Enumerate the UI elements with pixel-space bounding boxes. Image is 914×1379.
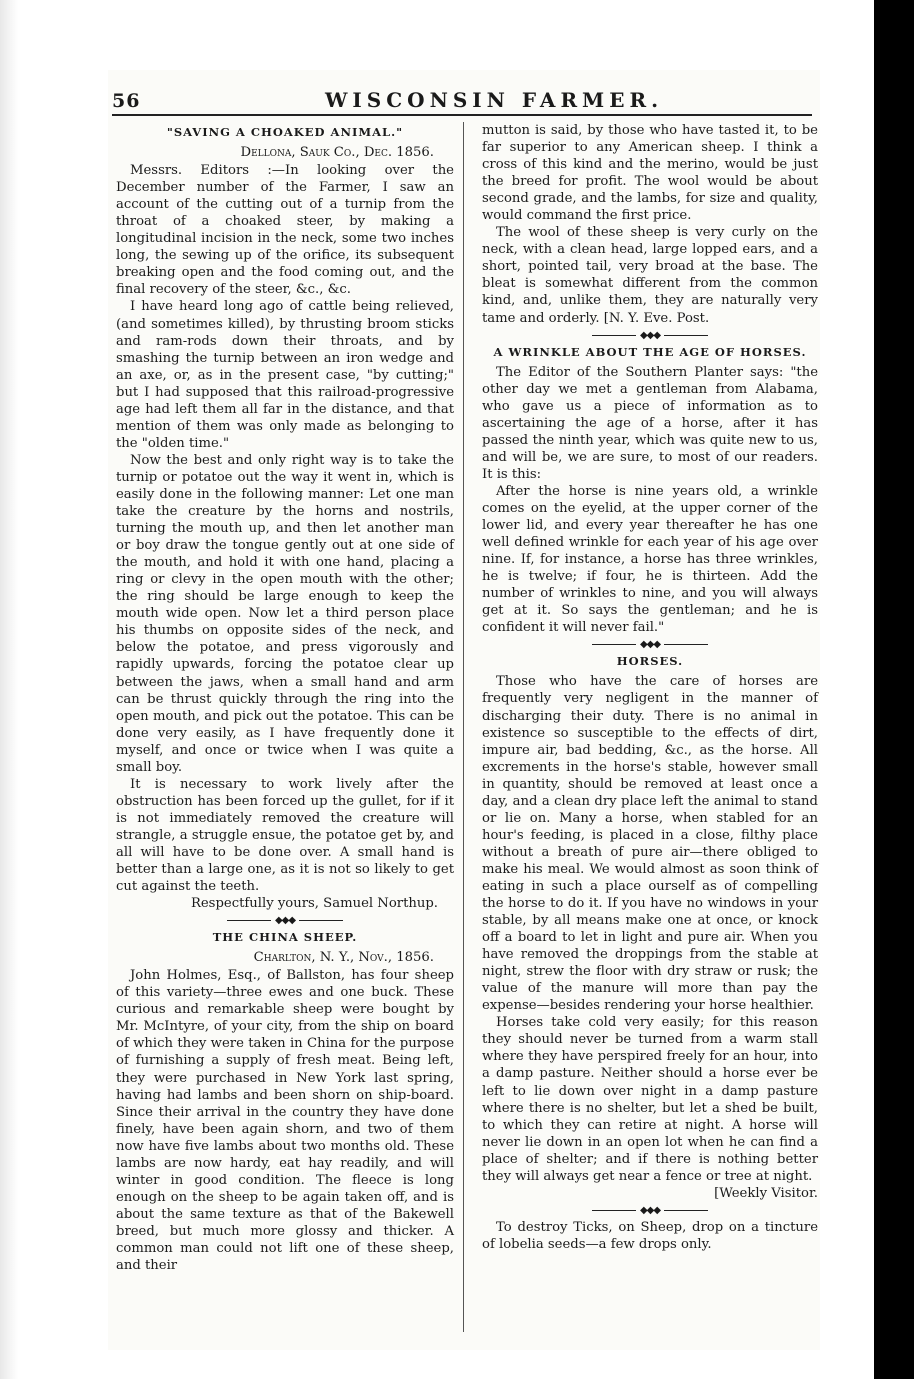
- scan-right-edge: [874, 0, 914, 1379]
- right-column: [482, 122, 818, 1253]
- paragraph: Now the best and only right way is to take the turnip or potatoe out the way it went in, which is easily done in the following manner: Let one man take the creature by the horns and nostrils, turning the mouth up, and then let another man or boy draw the tongue gently out at one side of the mouth, and hold it with one hand, placing a ring or clevy in the open mouth with the other; the ring should be large enough to keep the mouth wide open. Now let a third person place his thumbs on opposite sides of the neck, and below the potatoe, and press vigorously and rapidly upwards, forcing the potatoe clear up between the jaws, when a small hand and arm can be thrust quickly through the ring into the open mouth, and pick out the potatoe. This can be done very easily, as I have frequently done it myself, and once or twice when I was quite a small boy.: [116, 452, 454, 775]
- section-separator: ◆◆◆: [116, 915, 454, 927]
- paragraph: After the horse is nine years old, a wrinkle comes on the eyelid, at the upper corner of the lower lid, and every year thereafter he has one well defined wrinkle for each year of his age over nine. If, for instance, a horse has three wrinkles, he is twelve; if four, he is thirteen. Add the number of wrinkles to nine, and you will always get at it. So says the gentleman; and he is confident it will never fail.": [482, 483, 818, 636]
- dateline-dellona: Dellona, Sauk Co., Dec. 1856.: [240, 145, 434, 161]
- article-heading-age-of-horses: A WRINKLE ABOUT THE AGE OF HORSES.: [493, 344, 807, 359]
- paragraph: John Holmes, Esq., of Ballston, has four sheep of this variety—three ewes and one buck. These curious and remarkable sheep were bought by Mr. McIntyre, of your city, from the ship on board of which they were taken in China for the purpose of furnishing a supply of fresh meat. Being left, they were purchased in New York last spring, having had lambs and been shorn on ship-board. Since their arrival in the country they have done finely, have been again shorn, and two of them now have five lambs about two months old. These lambs are now hardy, eat hay readily, and will winter in good condition. The fleece is long enough on the sheep to be again taken off, and is about the same texture as that of the Bakewell breed, but much more glossy and thicker. A common man could not lift one of these sheep, and their: [116, 968, 454, 1274]
- left-column: [116, 122, 454, 1274]
- header-rule: [112, 114, 812, 116]
- scan-left-edge: [0, 0, 18, 1379]
- dateline-charlton: Charlton, N. Y., Nov., 1856.: [253, 950, 434, 966]
- masthead-title: WISCONSIN FARMER.: [324, 88, 664, 112]
- paragraph: Messrs. Editors :—In looking over the December number of the Farmer, I saw an account of the cutting out of a turnip from the throat of a choaked steer, by making a longitudinal incision in the neck, some two inches long, the sewing up of the orifice, its subsequent breaking open and the food coming out, and the final recovery of the steer, &c., &c.: [116, 163, 454, 298]
- paragraph: Horses take cold very easily; for this reason they should never be turned from a warm stall where they have perspired freely for an hour, into a damp pasture. Neither should a horse ever be left to lie down over night in a damp pasture where there is no shelter, but let a shed be built, to which they can retire at night. A horse will never lie down in an open lot when he can find a place of shelter; and if there is nothing better they will always get near a fence or tree at night.: [482, 1015, 818, 1184]
- paragraph: mutton is said, by those who have tasted it, to be far superior to any American sheep. I think a cross of this kind and the merino, would be just the breed for profit. The wool would be about second grade, and the lambs, for size and quality, would command the first price.: [482, 123, 818, 224]
- paragraph: The wool of these sheep is very curly on the neck, with a clean head, large lopped ears, and a short, pointed tail, very broad at the base. The bleat is somewhat different from the common kind, and, unlike them, they are naturally very tame and orderly. [N. Y. Eve. Post.: [482, 225, 818, 326]
- paragraph: The Editor of the Southern Planter says: "the other day we met a gentleman from Alabama, who gave us a piece of information as to ascertaining the age of a horse, after it has passed the ninth year, which was quite new to us, and will be, we are sure, to most of our readers. It is this:: [482, 364, 818, 482]
- article-heading-horses: HORSES.: [616, 654, 684, 669]
- page-number: 56: [112, 90, 141, 112]
- article-heading-china-sheep: THE CHINA SHEEP.: [212, 930, 358, 945]
- source-credit: [Weekly Visitor.: [714, 1185, 818, 1201]
- paragraph-ticks-note: To destroy Ticks, on Sheep, drop on a tincture of lobelia seeds—a few drops only.: [482, 1219, 818, 1252]
- section-separator: ◆◆◆: [482, 639, 818, 651]
- section-separator: ◆◆◆: [482, 330, 818, 342]
- paragraph: I have heard long ago of cattle being relieved, (and sometimes killed), by thrusting broom sticks and ram-rods down their throats, and by smashing the turnip between an iron wedge and an axe, or, as in the present case, "by cutting;" but I had supposed that this railroad-progressive age had left them all far in the distance, and that mention of them was only made as belonging to the "olden time.": [116, 299, 454, 451]
- column-divider: [463, 122, 464, 1332]
- paragraph: It is necessary to work lively after the obstruction has been forced up the gullet, for if it is not immediately removed the creature will strangle, a struggle ensue, the potatoe get by, and all will have to be done over. A small hand is better than a large one, as it is not so likely to get cut against the teeth.: [116, 776, 454, 895]
- page-header: [108, 80, 820, 110]
- signature: Respectfully yours, Samuel Northup.: [190, 896, 438, 912]
- newspaper-page: [108, 70, 820, 1350]
- paragraph: Those who have the care of horses are frequently very negligent in the manner of discharging their duty. There is no animal in existence so susceptible to the effects of dirt, impure air, bad bedding, &c., as the horse. All excrements in the horse's stable, however small in quantity, should be removed at least once a day, and a clean dry place left the animal to stand or lie on. Many a horse, when stabled for an hour's feeding, is placed in a close, filthy place without a breath of pure air—there obliged to make his meal. We would almost as soon think of eating in such a place ourself as of compelling the horse to do it. If you have no windows in your stable, by all means make one at once, or knock off a board to let in light and pure air. When you have removed the droppings from the stable at night, strew the floor with dry straw or rusk; the value of the manure will more than pay the expense—besides rendering your horse healthier.: [482, 674, 818, 1014]
- article-heading-choaked-animal: "SAVING A CHOAKED ANIMAL.": [166, 125, 404, 139]
- section-separator: ◆◆◆: [482, 1205, 818, 1217]
